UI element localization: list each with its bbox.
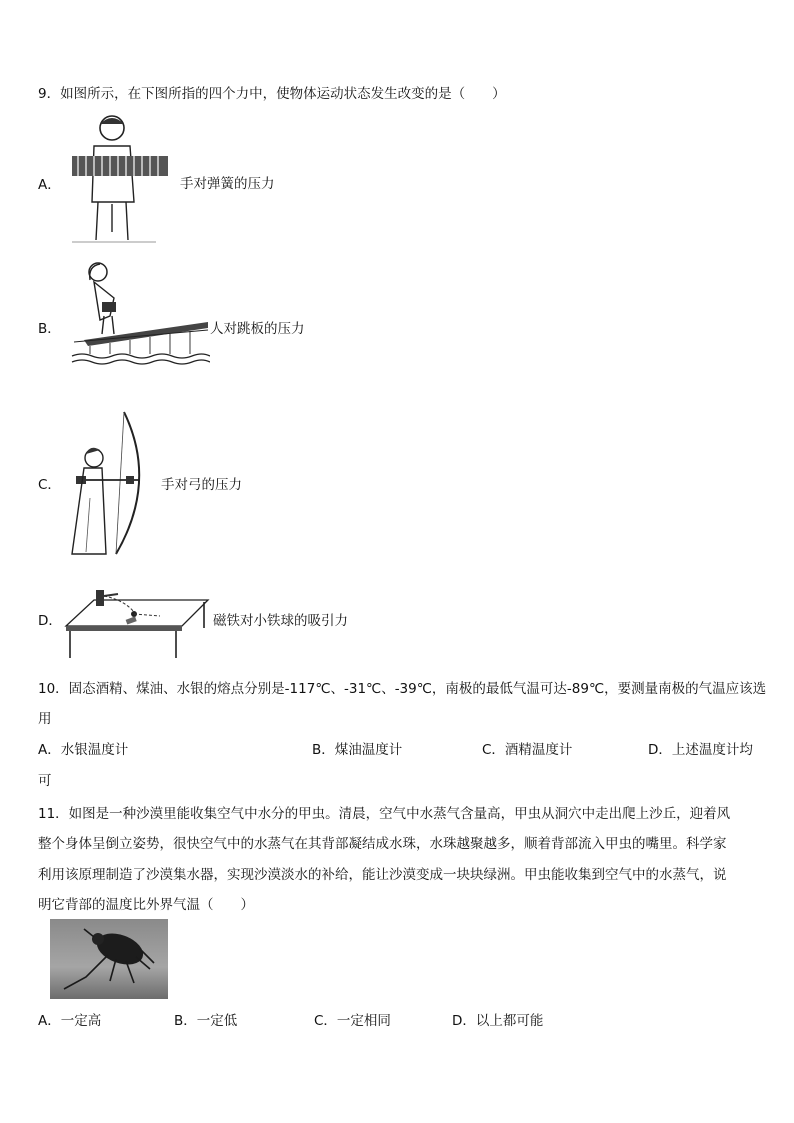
q9-option-b-letter: B． <box>38 321 61 337</box>
q10-option-d-wrap: 可 <box>38 773 52 789</box>
q10-option-b: B．煤油温度计 <box>312 742 403 758</box>
q11-line1: 11．如图是一种沙漠里能收集空气中水分的甲虫。清晨，空气中水蒸气含量高，甲虫从洞穴中走出爬上沙丘，迎着风 <box>38 806 731 822</box>
q11-option-c: C．一定相同 <box>314 1013 391 1029</box>
q10-option-c: C．酒精温度计 <box>482 742 573 758</box>
q9-option-c-caption: 手对弓的压力 <box>161 477 242 493</box>
q11-line2: 整个身体呈倒立姿势，很快空气中的水蒸气在其背部凝结成水珠，水珠越聚越多，顺着背部流入甲虫的嘴里。科学家 <box>38 836 727 852</box>
beetle-photo <box>50 919 168 999</box>
figure-magnet-ball <box>64 582 210 660</box>
q9-option-d-letter: D． <box>38 613 62 629</box>
q9-option-b-caption: 人对跳板的压力 <box>210 321 305 337</box>
figure-spring-press <box>66 112 176 247</box>
q9-option-a-caption: 手对弹簧的压力 <box>180 176 275 192</box>
q11-option-b: B．一定低 <box>174 1013 238 1029</box>
q11-option-a: A．一定高 <box>38 1013 102 1029</box>
q9-option-d-caption: 磁铁对小铁球的吸引力 <box>213 613 348 629</box>
q11-option-d: D．以上都可能 <box>452 1013 544 1029</box>
q10-option-a: A．水银温度计 <box>38 742 129 758</box>
q11-line4: 明它背部的温度比外界气温（ ） <box>38 897 254 913</box>
figure-archer-bow <box>66 408 156 558</box>
q10-option-d: D．上述温度计均 <box>648 742 753 758</box>
q10-stem-line1: 10．固态酒精、煤油、水银的熔点分别是-117℃、-31℃、-39℃，南极的最低气温可达-89℃，要测量南极的气温应该选 <box>38 681 767 697</box>
q10-stem-line2: 用 <box>38 711 52 727</box>
figure-diving-board <box>70 258 210 366</box>
q9-option-a-letter: A． <box>38 177 61 193</box>
q9-stem: 9．如图所示，在下图所指的四个力中，使物体运动状态发生改变的是（ ） <box>38 86 506 102</box>
q11-line3: 利用该原理制造了沙漠集水器，实现沙漠淡水的补给，能让沙漠变成一块块绿洲。甲虫能收集到空气中的水蒸气，说 <box>38 867 727 883</box>
q9-option-c-letter: C． <box>38 477 61 493</box>
